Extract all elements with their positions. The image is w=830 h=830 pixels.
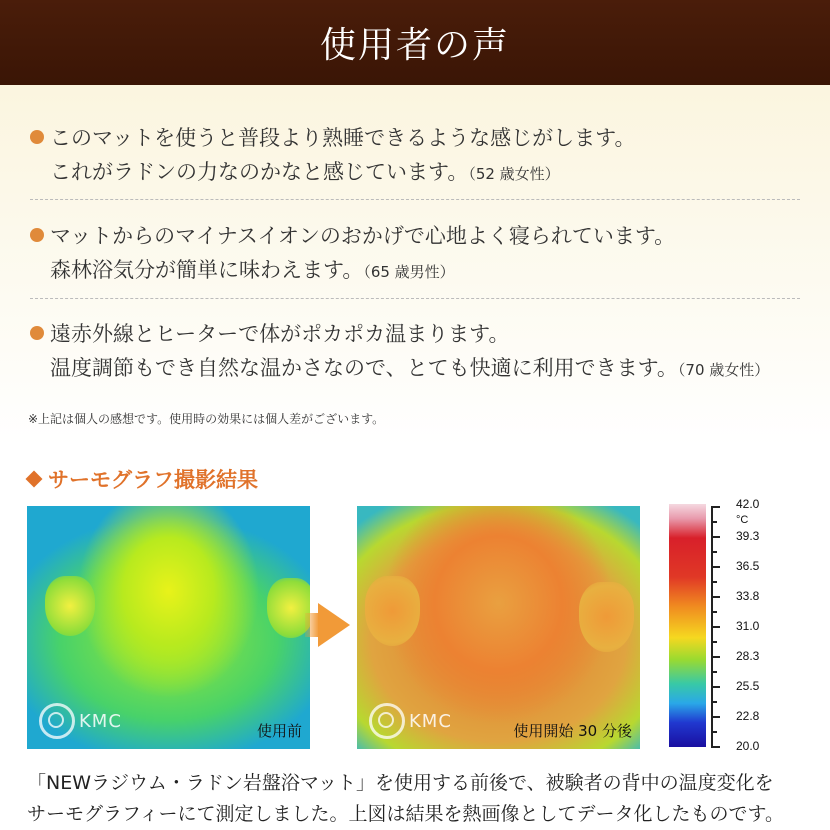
- scale-minor-tick: [711, 581, 717, 583]
- testimonial-item: [30, 317, 810, 387]
- section-heading: [28, 464, 258, 494]
- caption-line-2: サーモグラフィーにて測定しました。上図は結果を熱画像としてデータ化したものです。: [27, 803, 784, 825]
- scale-tick-label: 42.0: [736, 497, 760, 511]
- scale-minor-tick: [711, 671, 717, 673]
- scale-tick-label: 20.0: [736, 739, 760, 753]
- testimonial-line-1: マットからのマイナスイオンのおかげで心地よく寝られています。: [50, 224, 676, 248]
- scale-tick-label: 33.8: [736, 589, 760, 603]
- scale-tick: [711, 716, 720, 718]
- thermograph-after-image: [357, 506, 640, 749]
- scale-tick: [711, 536, 720, 538]
- caption: [27, 768, 817, 830]
- testimonial-item: [30, 219, 810, 289]
- arrow-tail: [305, 613, 319, 637]
- kmc-logo: [39, 703, 122, 739]
- testimonial-age: （52 歳女性）: [468, 165, 560, 183]
- diamond-icon: [26, 471, 43, 488]
- testimonial-item: [30, 121, 810, 191]
- thermograph-before-image: [27, 506, 310, 749]
- testimonial-line-2: 森林浴気分が簡単に味わえます。: [50, 258, 364, 282]
- scale-minor-tick: [711, 641, 717, 643]
- after-label: 使用開始 30 分後: [513, 722, 632, 740]
- scale-minor-tick: [711, 701, 717, 703]
- header-bar: [0, 0, 830, 85]
- arrow-right-icon: [318, 603, 350, 647]
- scale-minor-tick: [711, 551, 717, 553]
- scale-tick-label: 36.5: [736, 559, 760, 573]
- scale-tick: [711, 746, 720, 748]
- scale-tick-label: 31.0: [736, 619, 760, 633]
- scale-tick-label: 22.8: [736, 709, 760, 723]
- bullet-icon: [30, 326, 44, 340]
- scale-minor-tick: [711, 521, 717, 523]
- temperature-color-scale: [669, 504, 706, 747]
- kmc-logo-icon: [39, 703, 75, 739]
- testimonial-line-1: このマットを使うと普段より熟睡できるような感じがします。: [50, 126, 636, 150]
- kmc-logo: [369, 703, 452, 739]
- thermal-region: [579, 582, 634, 652]
- scale-minor-tick: [711, 611, 717, 613]
- thermal-region: [267, 578, 310, 638]
- caption-line-1: 「NEWラジウム・ラドン岩盤浴マット」を使用する前後で、被験者の背中の温度変化を: [27, 772, 774, 794]
- divider: [30, 298, 800, 299]
- thermal-region: [365, 576, 420, 646]
- kmc-logo-text: KMC: [409, 710, 452, 732]
- scale-tick: [711, 506, 720, 508]
- scale-unit: °C: [736, 514, 749, 526]
- kmc-logo-text: KMC: [79, 710, 122, 732]
- scale-tick: [711, 566, 720, 568]
- thermal-region: [45, 576, 95, 636]
- page-title: 使用者の声: [319, 25, 510, 66]
- scale-minor-tick: [711, 731, 717, 733]
- testimonial-line-2: 温度調節もでき自然な温かさなので、とても快適に利用できます。: [50, 356, 678, 380]
- scale-tick: [711, 626, 720, 628]
- testimonial-age: （70 歳女性）: [677, 361, 770, 379]
- scale-tick-label: 28.3: [736, 649, 760, 663]
- kmc-logo-icon: [369, 703, 405, 739]
- testimonial-line-2: これがラドンの力なのかなと感じています。: [50, 160, 469, 184]
- disclaimer-note: ※上記は個人の感想です。使用時の効果には個人差がございます。: [28, 412, 385, 426]
- before-label: 使用前: [256, 722, 302, 740]
- bullet-icon: [30, 228, 44, 242]
- scale-tick-label: 39.3: [736, 529, 760, 543]
- scale-tick: [711, 656, 720, 658]
- scale-tick: [711, 596, 720, 598]
- bullet-icon: [30, 130, 44, 144]
- testimonial-line-1: 遠赤外線とヒーターで体がポカポカ温まります。: [50, 322, 510, 346]
- scale-tick: [711, 686, 720, 688]
- divider: [30, 199, 800, 200]
- scale-tick-label: 25.5: [736, 679, 760, 693]
- section-heading-text: サーモグラフ撮影結果: [48, 468, 258, 492]
- testimonial-age: （65 歳男性）: [363, 263, 455, 281]
